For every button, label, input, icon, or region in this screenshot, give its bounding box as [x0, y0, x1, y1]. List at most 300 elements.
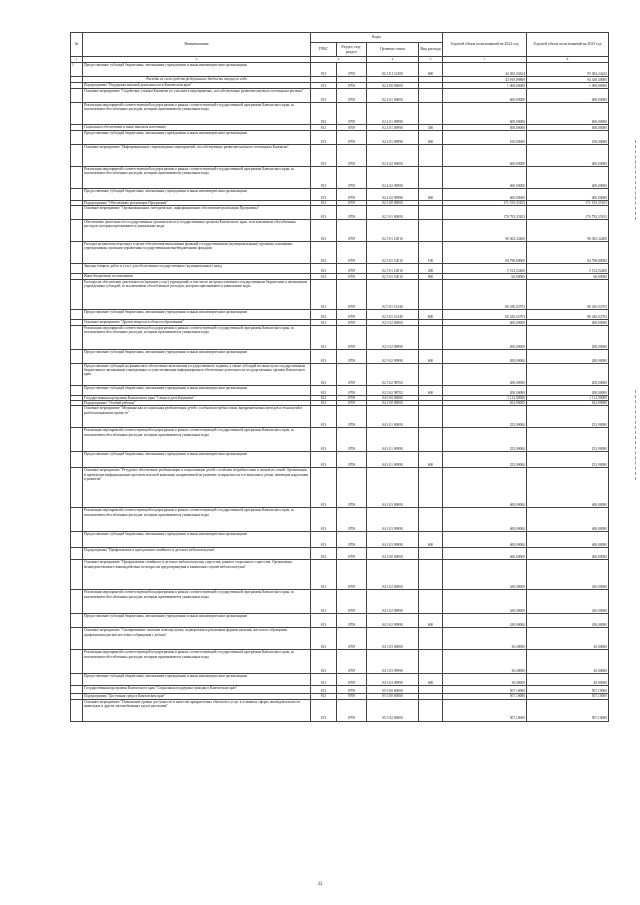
row-num-cell: [71, 699, 83, 721]
row-type-cell: [419, 628, 443, 650]
row-num-cell: [71, 206, 83, 220]
table-row: [71, 452, 609, 468]
row-2023-cell: 400,00000: [527, 167, 609, 189]
table-row: [71, 699, 609, 721]
row-2023-cell: 170 793,35103: [527, 206, 609, 220]
row-2023-cell: 252,90000: [527, 428, 609, 452]
row-type-cell: [419, 590, 443, 614]
row-grbs-cell: 813: [311, 406, 337, 428]
row-target-cell: 05 3 02 00000: [367, 699, 419, 721]
row-2022-cell: 30,00000: [443, 650, 527, 674]
row-2022-cell: 652,90000: [443, 401, 527, 406]
row-name-cell: Реализация мероприятий соответствующей подпрограммы в рамках соответствующей государственной программы Камчатского края, за исключением обособленных расходов, которым присваиваются уникальные коды: [83, 650, 311, 674]
table-row: [71, 406, 609, 428]
row-name-cell: Предоставление субсидий бюджетным, автономным учреждениям и иным некоммерческим организациям: [83, 189, 311, 201]
row-2022-cell: 200,00000: [443, 326, 527, 350]
row-2022-cell: 430,00000: [443, 590, 527, 614]
row-2023-cell: 171 193,35103: [527, 201, 609, 206]
row-section-cell: 0709: [337, 548, 367, 560]
row-section-cell: 0709: [337, 63, 367, 77]
row-2022-cell: 430,00000: [443, 614, 527, 628]
table-row: [71, 103, 609, 125]
row-target-cell: 02 5 01 10010: [367, 274, 419, 280]
header-2022: Годовой объем ассигнований на 2022 год: [443, 33, 527, 57]
row-grbs-cell: 813: [311, 650, 337, 674]
row-2023-cell: 600,00000: [527, 103, 609, 125]
row-num-cell: [71, 220, 83, 242]
index-cell: 3: [311, 57, 367, 63]
row-2022-cell: 400,00000: [443, 468, 527, 508]
row-name-cell: Подпрограмма "Доступная среда в Камчатском крае": [83, 694, 311, 699]
row-2023-cell: 430,00000: [527, 614, 609, 628]
table-row: [71, 326, 609, 350]
row-target-cell: 02 5 01 10010: [367, 264, 419, 274]
row-2023-cell: 1 112,90000: [527, 396, 609, 401]
row-2022-cell: 400,00000: [443, 145, 527, 167]
row-section-cell: 0709: [337, 145, 367, 167]
row-target-cell: 02 4 00 00000: [367, 83, 419, 89]
row-2022-cell: 200,00000: [443, 386, 527, 396]
row-type-cell: 600: [419, 452, 443, 468]
table-row: [71, 189, 609, 201]
table-row: [71, 650, 609, 674]
row-type-cell: [419, 103, 443, 125]
header-target: Целевая статья: [367, 43, 419, 57]
row-num-cell: [71, 310, 83, 320]
row-target-cell: 04 2 00 00000: [367, 401, 419, 406]
row-name-cell: Расходы за счет средств федерального бюджета текущего года: [83, 77, 311, 83]
row-section-cell: 0709: [337, 189, 367, 201]
row-type-cell: [419, 560, 443, 590]
row-2022-cell: 100,00000: [443, 131, 527, 145]
row-section-cell: 0709: [337, 386, 367, 396]
row-grbs-cell: 813: [311, 83, 337, 89]
row-name-cell: Реализация мероприятий соответствующей подпрограммы в рамках соответствующей государственной программы Камчатского края, за исключением обособленных расходов, которым присваиваются уникальные коды: [83, 428, 311, 452]
row-2023-cell: 652,90000: [527, 401, 609, 406]
row-grbs-cell: 813: [311, 189, 337, 201]
row-type-cell: 800: [419, 274, 443, 280]
row-grbs-cell: 813: [311, 63, 337, 77]
row-grbs-cell: 813: [311, 280, 337, 310]
row-num-cell: [71, 560, 83, 590]
row-num-cell: [71, 264, 83, 274]
table-row: [71, 63, 609, 77]
row-section-cell: 0709: [337, 694, 367, 699]
row-name-cell: Основное мероприятие "Информационное сопровождение мероприятий, способствующих развитию научного потенциала Камчатки": [83, 145, 311, 167]
table-row: [71, 310, 609, 320]
row-name-cell: Реализация мероприятий соответствующей подпрограммы в рамках соответствующей государственной программы Камчатского края, за исключением обособленных расходов, которым присваиваются уникальные коды: [83, 103, 311, 125]
row-2023-cell: 400,00000: [527, 189, 609, 201]
row-section-cell: 0709: [337, 508, 367, 532]
index-cell: 1: [71, 57, 83, 63]
row-target-cell: 02 4 01 00000: [367, 89, 419, 103]
row-2022-cell: 507,10000: [443, 686, 527, 694]
row-target-cell: 04 3 02 00000: [367, 560, 419, 590]
table-row: [71, 220, 609, 242]
row-type-cell: [419, 206, 443, 220]
row-name-cell: Предоставление субсидий бюджетным, автономным учреждениям и иным некоммерческим организациям: [83, 131, 311, 145]
scan-edge-mark: [635, 390, 636, 480]
row-num-cell: [71, 614, 83, 628]
row-2022-cell: 1 112,90000: [443, 396, 527, 401]
row-name-cell: Предоставление субсидий бюджетным, автономным учреждениям и иным некоммерческим организациям: [83, 452, 311, 468]
row-2022-cell: 60,00000: [443, 274, 527, 280]
row-target-cell: 04 2 01 00000: [367, 406, 419, 428]
row-num-cell: [71, 674, 83, 686]
index-cell: 8: [527, 57, 609, 63]
row-target-cell: 02 4 01 09990: [367, 103, 419, 125]
row-2023-cell: 200,00000: [527, 386, 609, 396]
row-target-cell: 02 5 02 98702: [367, 364, 419, 386]
row-2023-cell: 90 363,32400: [527, 220, 609, 242]
header-codes: Коды: [311, 33, 443, 43]
row-section-cell: 0709: [337, 220, 367, 242]
row-section-cell: 0709: [337, 89, 367, 103]
row-section-cell: 0709: [337, 167, 367, 189]
row-type-cell: [419, 508, 443, 532]
row-name-cell: Реализация мероприятий соответствующей подпрограммы в рамках соответствующей государственной программы Камчатского края, за исключением обособленных расходов, которым присваиваются уникальные коды: [83, 167, 311, 189]
row-2022-cell: 252,90000: [443, 428, 527, 452]
row-2023-cell: 400,00000: [527, 532, 609, 548]
row-type-cell: 100: [419, 242, 443, 264]
row-2023-cell: 252,90000: [527, 452, 609, 468]
row-grbs-cell: 813: [311, 548, 337, 560]
row-2023-cell: 430,00000: [527, 590, 609, 614]
row-grbs-cell: 813: [311, 220, 337, 242]
row-type-cell: 600: [419, 532, 443, 548]
row-2023-cell: 460,00000: [527, 548, 609, 560]
row-2022-cell: 507,10000: [443, 694, 527, 699]
row-name-cell: Закупка товаров, работ и услуг для обеспечения государственных (муниципальных) нужд: [83, 264, 311, 274]
row-section-cell: 0709: [337, 280, 367, 310]
row-name-cell: Государственная программа Камчатского края "Социальная поддержка граждан в Камчатском крае": [83, 686, 311, 694]
row-section-cell: 0709: [337, 326, 367, 350]
row-2022-cell: 80 430,02703: [443, 310, 527, 320]
row-num-cell: [71, 386, 83, 396]
header-grbs: ГРБС: [311, 43, 337, 57]
row-target-cell: 02 4 01 09990: [367, 125, 419, 131]
row-grbs-cell: 813: [311, 694, 337, 699]
table-row: [71, 428, 609, 452]
row-section-cell: 0709: [337, 274, 367, 280]
row-target-cell: 02 5 02 09990: [367, 350, 419, 364]
row-grbs-cell: 813: [311, 686, 337, 694]
row-section-cell: 0709: [337, 532, 367, 548]
row-grbs-cell: 813: [311, 310, 337, 320]
row-section-cell: 0709: [337, 364, 367, 386]
row-2022-cell: 500,00000: [443, 125, 527, 131]
index-cell: 4: [367, 57, 419, 63]
table-row: [71, 532, 609, 548]
budget-table: [70, 32, 609, 722]
row-section-cell: 0709: [337, 201, 367, 206]
header-type: Вид расхода: [419, 43, 443, 57]
row-name-cell: Иные бюджетные ассигнования: [83, 274, 311, 280]
row-grbs-cell: 813: [311, 350, 337, 364]
row-name-cell: Обеспечение деятельности государственных органов власти (государственных органов) Камчатского края, за исключением обособленных расходов, которым присваиваются уникальные коды: [83, 220, 311, 242]
table-row: [71, 548, 609, 560]
row-section-cell: 0709: [337, 401, 367, 406]
row-target-cell: 02 4 01 09990: [367, 131, 419, 145]
row-name-cell: Основное мероприятие "Ресурсное обеспечение реабилитации и социализации детей с особыми потребностями и членов их семей. Организация и проведение информационно-просветительской кампании, направленной на развитие толерантности в отношении к детям, имеющим нарушения в развитии": [83, 468, 311, 508]
table-row: [71, 89, 609, 103]
row-grbs-cell: 813: [311, 206, 337, 220]
row-type-cell: 600: [419, 614, 443, 628]
row-section-cell: 0709: [337, 614, 367, 628]
row-type-cell: [419, 548, 443, 560]
row-2023-cell: 400,00000: [527, 468, 609, 508]
table-row: [71, 628, 609, 650]
row-target-cell: 04 3 00 00000: [367, 548, 419, 560]
row-2022-cell: 400,00000: [443, 508, 527, 532]
table-row: [71, 468, 609, 508]
row-2023-cell: 430,00000: [527, 560, 609, 590]
row-name-cell: Подпрограмма "Профилактика и преодоление семейного и детского неблагополучия": [83, 548, 311, 560]
row-2023-cell: 94 430,40000: [527, 77, 609, 83]
row-target-cell: 02 3 E1 52100: [367, 63, 419, 77]
row-name-cell: Подпрограмма "Особый ребенок": [83, 401, 311, 406]
row-grbs-cell: 813: [311, 320, 337, 326]
row-num-cell: [71, 650, 83, 674]
row-target-cell: 02 5 02 00000: [367, 320, 419, 326]
row-target-cell: 02 5 01 10140: [367, 280, 419, 310]
row-name-cell: Предоставление субсидий бюджетным, автономным учреждениям и иным некоммерческим организациям: [83, 674, 311, 686]
row-2022-cell: 5 512,52400: [443, 264, 527, 274]
row-target-cell: 05 3 00 00000: [367, 694, 419, 699]
row-target-cell: 04 3 02 09990: [367, 590, 419, 614]
row-num-cell: 1: [71, 63, 83, 77]
row-2023-cell: 400,00000: [527, 508, 609, 532]
row-name-cell: Реализация мероприятий соответствующей подпрограммы в рамках соответствующей государственной программы Камчатского края, за исключением обособленных расходов, которым присваиваются уникальные коды: [83, 326, 311, 350]
row-num-cell: [71, 468, 83, 508]
row-section-cell: 0709: [337, 83, 367, 89]
row-target-cell: 02 5 00 00000: [367, 201, 419, 206]
row-num-cell: [71, 89, 83, 103]
row-grbs-cell: 813: [311, 401, 337, 406]
row-type-cell: [419, 428, 443, 452]
row-target-cell: 02 4 02 09990: [367, 189, 419, 201]
row-type-cell: [419, 280, 443, 310]
row-grbs-cell: 813: [311, 264, 337, 274]
row-name-cell: Подпрограмма "Поддержка научной деятельности в Камчатском крае": [83, 83, 311, 89]
row-2022-cell: 400,00000: [443, 167, 527, 189]
header-num: №: [71, 33, 83, 57]
row-section-cell: 0709: [337, 628, 367, 650]
row-2022-cell: 44 565,43434: [443, 63, 527, 77]
row-target-cell: 04 2 03 00000: [367, 468, 419, 508]
index-cell: 2: [83, 57, 311, 63]
row-target-cell: 02 5 01 00000: [367, 206, 419, 220]
row-section-cell: 0709: [337, 428, 367, 452]
row-2022-cell: 600,00000: [443, 89, 527, 103]
header-2023: Годовой объем ассигнований на 2023 год: [527, 33, 609, 57]
index-cell: 5: [419, 57, 443, 63]
row-2022-cell: 430,00000: [443, 560, 527, 590]
row-name-cell: Расходы на выплаты персоналу в целях обеспечения выполнения функций государственными (муниципальными) органами, казенными учреждениями, органами управления государственными внебюджетными фондами: [83, 242, 311, 264]
table-row: [71, 167, 609, 189]
scan-edge-mark: [635, 140, 636, 220]
row-2022-cell: 43 919,89869: [443, 77, 527, 83]
row-num-cell: [71, 131, 83, 145]
row-grbs-cell: 813: [311, 628, 337, 650]
row-name-cell: Расходы на обеспечение деятельности (оказание услуг) учреждений, в том числе на предоставление государственным бюджетным и автономным учреждениям субсидий, за исключением обособленных расходов, которым присваиваются уникальные коды: [83, 280, 311, 310]
row-target-cell: 04 2 01 09990: [367, 428, 419, 452]
row-name-cell: Основное мероприятие "Повышение уровня доступности и качества приоритетных объектов и услуг в основных сферах жизнедеятельности инвалидов и других маломобильных групп населения": [83, 699, 311, 721]
row-grbs-cell: 813: [311, 326, 337, 350]
row-grbs-cell: 813: [311, 386, 337, 396]
row-2023-cell: 30,00000: [527, 628, 609, 650]
row-2023-cell: 95 384,24242: [527, 63, 609, 77]
row-2022-cell: 400,00000: [443, 532, 527, 548]
row-2023-cell: 30,00000: [527, 650, 609, 674]
row-name-cell: Предоставление субсидий бюджетным, автономным учреждениям и иным некоммерческим организациям: [83, 386, 311, 396]
row-target-cell: 02 4 02 00000: [367, 145, 419, 167]
row-target-cell: 02 5 01 10010: [367, 220, 419, 242]
table-row: [71, 145, 609, 167]
row-2023-cell: 60,00000: [527, 274, 609, 280]
row-target-cell: 04 2 03 09990: [367, 508, 419, 532]
row-type-cell: [419, 468, 443, 508]
table-row: [71, 242, 609, 264]
row-grbs-cell: 813: [311, 452, 337, 468]
row-section-cell: 0709: [337, 264, 367, 274]
row-type-cell: 600: [419, 674, 443, 686]
table-row: [71, 508, 609, 532]
row-2023-cell: 400,00000: [527, 320, 609, 326]
index-cell: 7: [443, 57, 527, 63]
row-section-cell: 0709: [337, 396, 367, 401]
table-row: [71, 264, 609, 274]
row-2022-cell: 80 430,02703: [443, 280, 527, 310]
row-grbs-cell: 813: [311, 125, 337, 131]
table-row: [71, 280, 609, 310]
row-name-cell: Основное мероприятие "Организационное, методическое, информационное обеспечение реализации Программы": [83, 206, 311, 220]
row-2022-cell: 400,00000: [443, 189, 527, 201]
row-grbs-cell: 813: [311, 560, 337, 590]
table-row: [71, 206, 609, 220]
row-num-cell: [71, 532, 83, 548]
row-type-cell: [419, 364, 443, 386]
table-row: [71, 614, 609, 628]
row-name-cell: Социальное обеспечение и иные выплаты населению: [83, 125, 311, 131]
table-row: [71, 364, 609, 386]
row-2023-cell: 80 430,02703: [527, 310, 609, 320]
row-target-cell: 02 5 02 98702: [367, 386, 419, 396]
row-num-cell: [71, 242, 83, 264]
table-row: [71, 590, 609, 614]
budget-table-sheet: [70, 32, 608, 722]
row-num-cell: [71, 364, 83, 386]
row-section-cell: 0709: [337, 406, 367, 428]
row-type-cell: 300: [419, 125, 443, 131]
row-type-cell: [419, 686, 443, 694]
row-section-cell: 0709: [337, 131, 367, 145]
row-grbs-cell: 813: [311, 201, 337, 206]
row-name-cell: Предоставление субсидий бюджетным, автономным учреждениям и иным некоммерческим организациям: [83, 350, 311, 364]
row-grbs-cell: 813: [311, 396, 337, 401]
row-section-cell: 0709: [337, 103, 367, 125]
row-target-cell: 02 5 01 10140: [367, 310, 419, 320]
row-name-cell: Основное мероприятие "Медицинская и социальная реабилитация детей с особыми потребностями, внедрение новых методов и технологий в реабилитационном процессе": [83, 406, 311, 428]
row-grbs-cell: 813: [311, 468, 337, 508]
table-row: [71, 674, 609, 686]
row-name-cell: Предоставление субсидий на финансовое обеспечение выполнения государственного задания, а также субсидий на иные цели государственным бюджетным и автономным учреждениям, осуществляющим информационное обеспечение деятельности государственных органов Камчатского края: [83, 364, 311, 386]
row-num-cell: [71, 189, 83, 201]
row-target-cell: 04 2 01 09990: [367, 452, 419, 468]
row-num-cell: [71, 508, 83, 532]
row-grbs-cell: 813: [311, 145, 337, 167]
row-2023-cell: 252,90000: [527, 406, 609, 428]
row-section-cell: 0709: [337, 320, 367, 326]
row-type-cell: [419, 406, 443, 428]
row-num-cell: [71, 350, 83, 364]
row-type-cell: 200: [419, 264, 443, 274]
row-target-cell: 04 3 03 00000: [367, 628, 419, 650]
header-name: Наименование: [83, 33, 311, 57]
row-2022-cell: 200,00000: [443, 364, 527, 386]
row-grbs-cell: 813: [311, 674, 337, 686]
row-target-cell: 04 3 03 09990: [367, 674, 419, 686]
row-2023-cell: 80 430,02703: [527, 280, 609, 310]
row-name-cell: Предоставление субсидий бюджетным, автономным учреждениям и иным некоммерческим организациям: [83, 614, 311, 628]
row-name-cell: Предоставление субсидий бюджетным, автономным учреждениям и иным некоммерческим организациям: [83, 532, 311, 548]
row-section-cell: 0709: [337, 686, 367, 694]
row-name-cell: Предоставление субсидий бюджетным, автономным учреждениям и иным некоммерческим организациям: [83, 63, 311, 77]
row-2023-cell: 1 000,00000: [527, 83, 609, 89]
row-num-cell: [71, 326, 83, 350]
row-type-cell: [419, 699, 443, 721]
table-row: [71, 350, 609, 364]
row-2023-cell: 100,00000: [527, 131, 609, 145]
row-num-cell: [71, 145, 83, 167]
row-num-cell: [71, 167, 83, 189]
row-2022-cell: 600,00000: [443, 103, 527, 125]
row-grbs-cell: 813: [311, 532, 337, 548]
row-grbs-cell: 813: [311, 242, 337, 264]
row-type-cell: [419, 167, 443, 189]
row-2022-cell: 400,00000: [443, 320, 527, 326]
row-2023-cell: 507,10000: [527, 686, 609, 694]
row-section-cell: 0709: [337, 242, 367, 264]
row-name-cell: Основное мероприятие "Профилактика семейного и детского неблагополучия, сиротства, раннего социального сиротства. Организация межведомственного взаимодействия по вопросам предотвращения и выявления случаев неблагополучия": [83, 560, 311, 590]
row-grbs-cell: 813: [311, 699, 337, 721]
row-grbs-cell: 813: [311, 614, 337, 628]
row-type-cell: 600: [419, 131, 443, 145]
row-section-cell: 0709: [337, 590, 367, 614]
row-num-cell: [71, 452, 83, 468]
row-grbs-cell: 813: [311, 590, 337, 614]
row-grbs-cell: 813: [311, 428, 337, 452]
row-2023-cell: 5 512,52400: [527, 264, 609, 274]
row-type-cell: 600: [419, 350, 443, 364]
row-target-cell: 05 0 00 00000: [367, 686, 419, 694]
row-2023-cell: 200,00000: [527, 326, 609, 350]
row-num-cell: [71, 428, 83, 452]
row-section-cell: 0709: [337, 310, 367, 320]
row-grbs-cell: 813: [311, 89, 337, 103]
row-2023-cell: 200,00000: [527, 350, 609, 364]
row-2022-cell: 252,90000: [443, 452, 527, 468]
row-section-cell: 0709: [337, 452, 367, 468]
row-grbs-cell: 813: [311, 364, 337, 386]
table-row: [71, 386, 609, 396]
row-type-cell: 600: [419, 310, 443, 320]
row-2023-cell: 84 790,80000: [527, 242, 609, 264]
row-grbs-cell: 813: [311, 103, 337, 125]
row-section-cell: 0709: [337, 674, 367, 686]
row-2023-cell: 600,00000: [527, 89, 609, 103]
row-2022-cell: 171 193,35103: [443, 201, 527, 206]
